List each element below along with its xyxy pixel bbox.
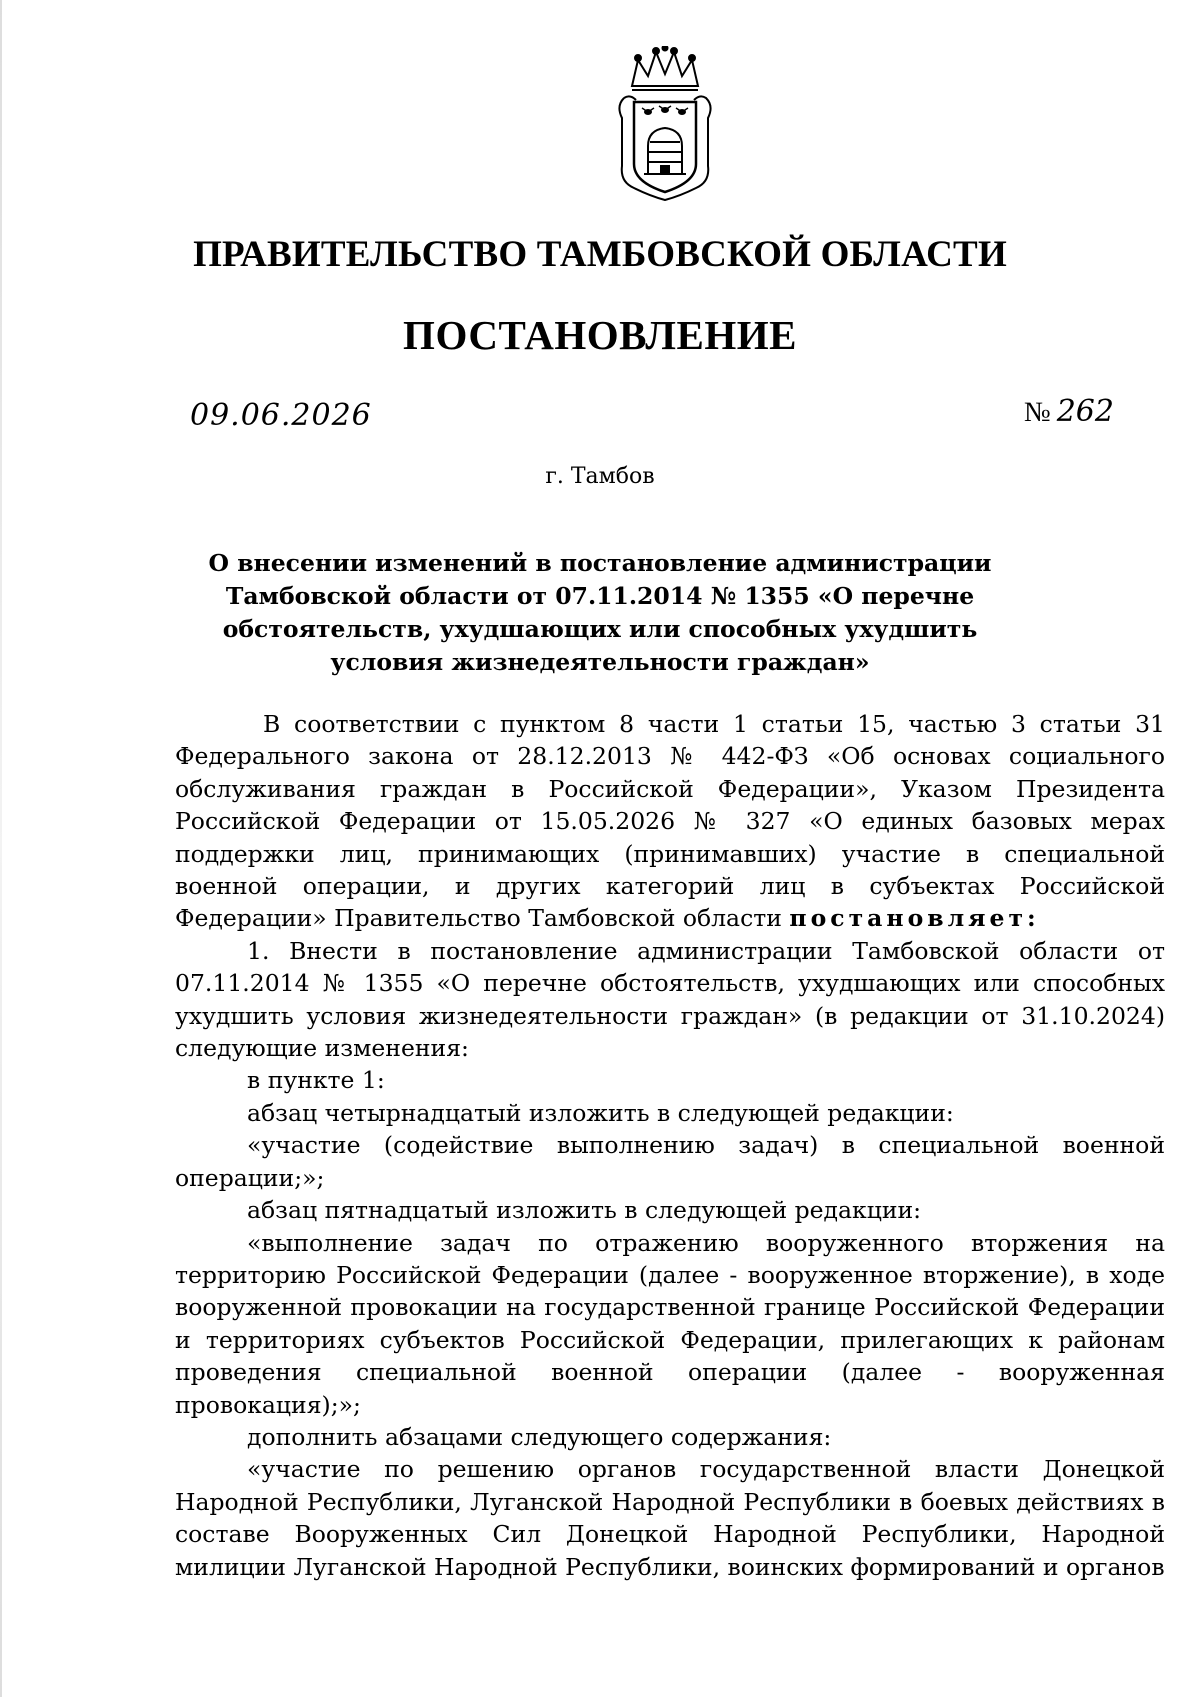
para14-text: «участие (содействие выполнению задач) в специальной военной операции;»;: [175, 1131, 1165, 1192]
preamble-text: В соответствии с пунктом 8 части 1 статьи 15, частью 3 статьи 31 Федерального закона от 28.12.2013 № 442-ФЗ «Об основах социального обслуживания граждан в Российской Федерации», Указом Президента Российской Федерации от 15.05.2026 № 327 «О единых базовых мерах поддержки лиц, принимающих (принимавших) участие в специальной военной операции, и других категорий лиц в субъектах Российской Федерации» Правительство Тамбовской области: [175, 710, 1165, 933]
para15-intro: абзац пятнадцатый изложить в следующей редакции:: [247, 1196, 922, 1225]
tambov-coat-of-arms-icon: [610, 46, 720, 202]
document-number: [1024, 394, 1114, 429]
number-value: 262: [1056, 394, 1114, 429]
para14-intro: абзац четырнадцатый изложить в следующей редакции:: [247, 1098, 954, 1127]
document-body: [175, 708, 1165, 1583]
document-date: 09.06.2026: [190, 398, 372, 433]
organization-title: ПРАВИТЕЛЬСТВО ТАМБОВСКОЙ ОБЛАСТИ: [193, 234, 1007, 275]
document-subject: О внесении изменений в постановление администрации Тамбовской области от 07.11.2014 № 1355 «О перечне обстоятельств, ухудшающих или способных ухудшить условия жизнедеятельности граждан»: [208, 549, 992, 676]
supplement-intro: дополнить абзацами следующего содержания:: [247, 1422, 832, 1451]
city: г. Тамбов: [545, 464, 655, 489]
para15-text: «выполнение задач по отражению вооруженного вторжения на территорию Российской Федерации (далее - вооруженное вторжение), в ходе вооруженной провокации на государственной границе Российской Федерации и территориях субъектов Российской Федерации, прилегающих к районам проведения специальной военной операции (далее - вооруженная провокация);»;: [175, 1228, 1165, 1419]
number-label: №: [1024, 397, 1051, 428]
item-1: 1. Внести в постановление администрации Тамбовской области от 07.11.2014 № 1355 «О перечне обстоятельств, ухудшающих или способных ухудшить условия жизнедеятельности граждан» (в редакции от 31.10.2024) следующие изменения:: [175, 936, 1165, 1063]
point-1-intro: в пункте 1:: [247, 1066, 385, 1095]
document-type: ПОСТАНОВЛЕНИЕ: [403, 312, 797, 358]
preamble-paragraph: [175, 708, 1165, 935]
supplement-text: «участие по решению органов государственной власти Донецкой Народной Республики, Луганской Народной Республики в боевых действиях в составе Вооруженных Сил Донецкой Народной Республики, Народной милиции Луганской Народной Республики, воинских формирований и органов: [175, 1455, 1165, 1581]
resolves-keyword: постановляет:: [789, 904, 1040, 933]
